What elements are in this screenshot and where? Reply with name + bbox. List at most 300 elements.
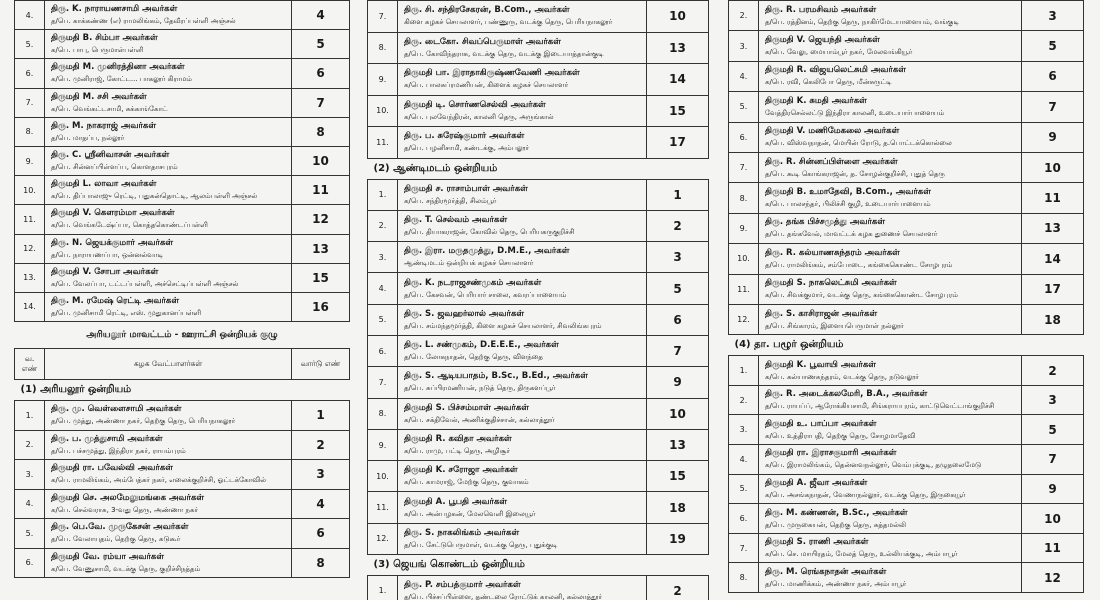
ward-number: 2 [1022, 356, 1084, 386]
table-row [729, 152, 1084, 182]
candidate-address: த/பெ. தியாகராஜன், கோவில் தெரு, பெரியகருகுறிச்சி [404, 227, 575, 236]
table-row [15, 1, 350, 30]
table-row [729, 122, 1084, 152]
ward-number: 3 [1022, 1, 1084, 31]
ward-number: 5 [292, 30, 350, 59]
candidate-address: த/பெ. சம்மந்தமூர்த்தி, கிளை கழகச் செயலாளர், சிவலிங்கபுரம் [404, 321, 602, 330]
ward-number: 11 [1022, 533, 1084, 563]
candidate-cell [45, 292, 292, 321]
ward-number: 8 [292, 117, 350, 146]
serial-number: 10. [368, 461, 398, 492]
ward-number: 9 [647, 367, 709, 398]
ward-number: 13 [1022, 213, 1084, 243]
candidate-address: த/பெ. முத்து, அண்ணா நகர், தெற்கு தெரு, பெரியநாகலூர் [51, 417, 236, 426]
ward-number: 1 [647, 179, 709, 210]
serial-number: 12. [15, 234, 45, 263]
candidate-name: திரு. ப. சுரேஷ்குமார் அவர்கள் [404, 131, 525, 142]
candidate-cell [759, 92, 1022, 122]
candidate-address: த/பெ. கேசவன், பெரியார் சாலை, கவரப்பாளையம் [404, 290, 567, 299]
serial-number: 1. [15, 401, 45, 431]
ward-number: 14 [1022, 244, 1084, 274]
candidate-name: திரு. M. கண்ணன், B.Sc., அவர்கள் [765, 507, 908, 518]
table-row [368, 429, 709, 460]
candidate-cell [759, 385, 1022, 415]
ward-number: 9 [1022, 474, 1084, 504]
column-2 [367, 0, 709, 600]
candidate-cell [398, 1, 647, 33]
table-row [729, 31, 1084, 61]
serial-number: 8. [368, 398, 398, 429]
ward-number: 7 [1022, 445, 1084, 475]
ward-number: 17 [647, 127, 709, 159]
serial-number: 9. [15, 146, 45, 175]
candidate-address: த/பெ. காக்கண்ண (எ) ராமலிங்கம், தேவீரப்பள்ளி அஞ்சல் [51, 17, 236, 26]
candidate-name: திருமதி உ. பாப்பா அவர்கள் [765, 418, 877, 429]
candidate-name: திருமதி K. சுமதி அவர்கள் [765, 95, 867, 106]
serial-number: 10. [729, 244, 759, 274]
candidate-name: திருமதி S. நாகலெட்சுமி அவர்கள் [765, 278, 897, 289]
serial-number: 13. [15, 263, 45, 292]
candidate-address: க/பெ. முனிராஜ், கோட்ட... பாகலூர் கிராமம் [51, 75, 192, 84]
candidate-name: திரு. S. காசிராஜன் அவர்கள் [765, 308, 878, 319]
serial-number: 6. [729, 504, 759, 534]
candidate-address: த/பெ. சேட்டுபெருமாள், வடக்கு தெரு, புதுக்குடி [404, 540, 558, 549]
candidate-name: திரு. M. நாகராஜ் அவர்கள் [51, 120, 157, 131]
candidate-name: திரு. R. சின்னப்பிள்ளை அவர்கள் [765, 156, 898, 167]
ward-number: 4 [292, 1, 350, 30]
table-row [15, 519, 350, 549]
table-row [729, 415, 1084, 445]
ward-number: 5 [1022, 31, 1084, 61]
candidate-cell [398, 304, 647, 335]
serial-number: 1. [729, 356, 759, 386]
ward-number: 7 [1022, 92, 1084, 122]
table-row [729, 183, 1084, 213]
ward-number: 15 [647, 461, 709, 492]
candidate-address: த/பெ. தங்கவேல், மாவட்டக் கழக துணைச் செயலாளர் [765, 230, 938, 239]
section-title: (1) அரியலூர் ஒன்றியம் [15, 380, 350, 401]
ward-number: 19 [647, 523, 709, 554]
candidate-address: த/பெ. முருகையன், தெற்கு தெரு, சுத்தமல்லி [765, 520, 907, 529]
ward-number: 7 [647, 335, 709, 366]
header-serial: வ. எண் [15, 349, 45, 380]
ward-number: 2 [647, 210, 709, 241]
ward-number: 13 [647, 32, 709, 64]
serial-number: 5. [729, 92, 759, 122]
serial-number: 8. [729, 183, 759, 213]
section-title: (3) ஜெயங் கொண்டம் ஒன்றியம் [368, 555, 709, 576]
ward-number: 15 [647, 95, 709, 127]
candidate-cell [759, 1, 1022, 31]
table-row [368, 273, 709, 304]
candidate-name: திரு. மு. வெள்ளைசாமி அவர்கள் [51, 404, 182, 415]
candidate-name: திருமதி ரா. இராசகுமாரி அவர்கள் [765, 448, 897, 459]
candidate-name: திருமதி M. முனிரத்தினா அவர்கள் [51, 62, 185, 73]
table-row [15, 88, 350, 117]
table-row [368, 367, 709, 398]
serial-number: 3. [729, 31, 759, 61]
serial-number: 2. [368, 210, 398, 241]
candidate-address: க/பெ. விஸ்வநாதன், மெயின் ரோடு, த.பொட்டக்கொல்லை [765, 139, 952, 148]
candidate-address: க/பெ. சந்திரமூர்த்தி, சிலம்பூர் [404, 196, 497, 205]
candidate-address: க/பெ. இராமலிங்கம், தென்னவநல்லூர், வெம்புக்குடி, தழுதலைமேடு [765, 461, 982, 470]
candidate-address: த/பெ. பழனிசாமி, கண்டக்கு, அம்பலூர் [404, 144, 530, 153]
section-heading [368, 555, 709, 576]
candidate-cell [759, 152, 1022, 182]
candidate-cell [759, 474, 1022, 504]
candidate-cell [398, 127, 647, 159]
ward-number: 10 [647, 398, 709, 429]
table-row [15, 292, 350, 321]
ward-number: 2 [647, 576, 709, 600]
ward-number: 10 [1022, 504, 1084, 534]
candidate-name: திருமதி V. சோபா அவர்கள் [51, 266, 159, 277]
candidate-name: திருமதி ச. ராசாம்பாள் அவர்கள் [404, 183, 528, 194]
candidate-address: த/பெ. நாராயணப்பா, ஒன்னல்வாடி [51, 250, 164, 259]
ward-number: 3 [1022, 385, 1084, 415]
serial-number: 11. [729, 274, 759, 304]
candidate-address: க/பெ. வெங்கடேஷ்ப்பா, கொத்தகொண்டப்பள்ளி [51, 221, 208, 230]
ward-number: 9 [1022, 122, 1084, 152]
candidate-name: திருமதி A. பூபதி அவர்கள் [404, 496, 508, 507]
serial-number: 10. [368, 95, 398, 127]
table-row [368, 523, 709, 554]
table-row [368, 461, 709, 492]
candidate-name: திரு. S. ஆடியபாதம், B.Sc., B.Ed., அவர்கள் [404, 371, 588, 382]
candidate-name: திரு. R. கல்யாணசுந்தரம் அவர்கள் [765, 247, 900, 258]
table-header [15, 349, 350, 380]
serial-number: 2. [729, 385, 759, 415]
candidate-cell [45, 234, 292, 263]
table-row [729, 504, 1084, 534]
candidate-name: திருமதி A. ஜீவா அவர்கள் [765, 477, 868, 488]
serial-number: 5. [729, 474, 759, 504]
candidate-cell [759, 31, 1022, 61]
candidate-name: திரு. பெ.வே. முருகேசன் அவர்கள் [51, 522, 189, 533]
table-row [368, 398, 709, 429]
candidate-address: த/பெ. ராமலிங்கம், சம்போடை, கங்கைகொண்ட சோழபுரம் [765, 260, 953, 269]
table-row [368, 127, 709, 159]
candidate-address: க/பெ. வேலு, மையாம்பூர் நகர், மேலவங்கியூர் [765, 48, 913, 57]
candidate-cell [45, 548, 292, 578]
table-row [368, 492, 709, 523]
table-row [729, 563, 1084, 593]
table-row [368, 1, 709, 33]
table-row [368, 95, 709, 127]
candidate-cell [398, 32, 647, 64]
table-row [15, 460, 350, 490]
candidate-address: த/பெ. சிங்காரம், இளையபெருமாள் நல்லூர் [765, 321, 904, 330]
candidate-address: த/பெ. பச்சமுத்து, இந்திரா நகர், ராயம்புரம் [51, 446, 186, 455]
candidate-address: க/பெ. வேணுசாமி, வடக்கு தெரு, குறிச்சிநத்தம் [51, 564, 201, 573]
candidate-address: க/பெ. காமராஜ், மேற்கு தெரு, குவாகம் [404, 478, 529, 487]
serial-number: 7. [15, 88, 45, 117]
candidate-cell [398, 95, 647, 127]
candidate-address: த/பெ. கோவிந்தராசு, வடக்கு தெரு, வடக்கு இடையாத்தான்குடி [404, 49, 604, 58]
ward-number: 12 [1022, 563, 1084, 593]
serial-number: 7. [368, 1, 398, 33]
candidate-cell [45, 146, 292, 175]
candidate-name: திரு. M. ரெங்கநாதன் அவர்கள் [765, 566, 887, 577]
candidate-address: க/பெ. புலவேந்திரன், காலனி தெரு, அருங்கால் [404, 112, 554, 121]
candidate-address: க/பெ. திப்பாலாஜு ரெட்டி, பதுகன்தொட்டி, ஆலம்பள்ளி அஞ்சல் [51, 192, 258, 201]
candidate-name: திருமதி V. கௌரம்மா அவர்கள் [51, 208, 175, 219]
ward-number: 15 [292, 263, 350, 292]
serial-number: 6. [15, 548, 45, 578]
candidate-cell [759, 415, 1022, 445]
ward-number: 3 [647, 242, 709, 273]
candidate-name: திரு. தங்க பிச்சமுத்து அவர்கள் [765, 217, 886, 228]
candidate-name: திரு. C. ஸ்ரீனிவாசன் அவர்கள் [51, 150, 170, 161]
serial-number: 11. [368, 492, 398, 523]
candidate-address: க/பெ. வெங்கட்டசாமி, சுக்காங்கோட் [51, 104, 168, 113]
serial-number: 11. [368, 127, 398, 159]
header-candidates: கழக வேட்பாளர்கள் [45, 349, 292, 380]
serial-number: 10. [15, 176, 45, 205]
ward-number: 6 [647, 304, 709, 335]
serial-number: 8. [15, 117, 45, 146]
candidate-name: திருமதி S. பிச்சம்மாள் அவர்கள் [404, 402, 529, 413]
candidate-name: திருமதி ரா. பவேல்வி அவர்கள் [51, 463, 173, 474]
candidate-cell [398, 210, 647, 241]
candidate-cell [45, 460, 292, 490]
serial-number: 3. [15, 460, 45, 490]
candidate-name: திரு. ப. முத்துசாமி அவர்கள் [51, 433, 163, 444]
candidate-name: திருமதி B. உமாதேவி, B.Com., அவர்கள் [765, 187, 931, 198]
candidate-address: க/பெ. ராமு, பட்டி தெரு, அழிசூர் [404, 447, 510, 456]
candidate-name: திரு. R. பரமசிவம் அவர்கள் [765, 4, 877, 15]
table-row [729, 92, 1084, 122]
ward-number: 10 [1022, 152, 1084, 182]
candidate-cell [759, 122, 1022, 152]
serial-number: 6. [729, 122, 759, 152]
ward-number: 4 [292, 489, 350, 519]
candidate-name: திரு. டைகோ. சிவப்பெருமாள் அவர்கள் [404, 36, 561, 47]
serial-number: 2. [15, 430, 45, 460]
serial-number: 1. [368, 179, 398, 210]
ward-number: 18 [1022, 304, 1084, 334]
candidate-cell [45, 59, 292, 88]
candidate-name: திரு. K. நடராஜசண்முகம் அவர்கள் [404, 277, 542, 288]
candidate-address: த/பெ. ராயப்ப், ஆரோக்கியசாமி, சிங்கராயபுரம், காட்டுவெட்டாங்குறிச்சி [765, 402, 995, 411]
table-row [368, 242, 709, 273]
table-row [368, 32, 709, 64]
table-row [729, 445, 1084, 475]
candidate-address: க/பெ. உத்திராபதி, தெற்கு தெரு, சோழமாதேவி [765, 431, 916, 440]
serial-number: 2. [729, 1, 759, 31]
candidate-cell [398, 335, 647, 366]
table-row [15, 489, 350, 519]
candidate-name: திருமதி செ. அலமேலுமங்கை அவர்கள் [51, 492, 205, 503]
ward-number: 10 [647, 1, 709, 33]
candidate-name: திரு. சி. சந்திரசேகரன், B.Com., அவர்கள் [404, 5, 570, 16]
candidate-cell [398, 367, 647, 398]
candidate-address: த/பெ. மாணிக்கம், அண்ணா நகர், அம்பாபூர் [765, 579, 907, 588]
table-row [729, 1, 1084, 31]
table-row [15, 176, 350, 205]
ward-number: 17 [1022, 274, 1084, 304]
candidate-cell [45, 401, 292, 431]
serial-number: 4. [368, 273, 398, 304]
candidate-address: க/பெ. பாலசந்தர், பிலிச்சி குழி, உடையார்பாளையம் [765, 200, 931, 209]
candidate-address: த/பெ. சுப்பிரமணியன், நடுத் தெரு, திருகளப்பூர் [404, 384, 556, 393]
column-1 [14, 0, 350, 600]
candidate-cell [398, 398, 647, 429]
candidate-address: க/பெ. அசங்கநாதன், வேணாநல்லூர், வடக்கு தெரு, இருகையூர் [765, 490, 966, 499]
table-row [15, 263, 350, 292]
section-title: (2) ஆண்டிமடம் ஒன்றியம் [368, 158, 709, 179]
ward-number: 7 [292, 88, 350, 117]
candidate-name: திரு. இரா. மருதமுத்து, D.M.E., அவர்கள் [404, 246, 570, 257]
serial-number: 6. [368, 335, 398, 366]
candidate-cell [45, 176, 292, 205]
candidate-address: க/பெ. வேலப்பா, டட்டப்பள்ளி, அச்செட்டிப்பள்ளி அஞ்சல் [51, 279, 239, 288]
table-row [729, 61, 1084, 91]
candidate-address: க/பெ. கல்யாணசுந்தரம், வடக்கு தெரு, நடுவலூர் [765, 372, 919, 381]
ward-number: 11 [292, 176, 350, 205]
table-row [729, 474, 1084, 504]
ward-number: 6 [292, 519, 350, 549]
ward-number: 1 [292, 401, 350, 431]
serial-number: 8. [729, 563, 759, 593]
candidate-name: திருமதி R. கவிதா அவர்கள் [404, 434, 512, 445]
candidate-name: திருமதி S. ராணி அவர்கள் [765, 537, 869, 548]
serial-number: 5. [368, 304, 398, 335]
candidate-address: க/பெ. பாபு, பெருமாள்பள்ளி [51, 46, 144, 55]
candidate-name: திரு. M. ரமேஷ் ரெட்டி அவர்கள் [51, 295, 180, 306]
candidate-cell [45, 30, 292, 59]
candidate-cell [759, 213, 1022, 243]
serial-number: 4. [15, 489, 45, 519]
candidate-address: த/பெ. கூடி கொங்கராஜன், த. சோழன்குறிச்சி, புதுத் தெரு [765, 169, 945, 178]
candidate-name: திருமதி M. சசி அவர்கள் [51, 91, 147, 102]
candidate-address: க/பெ. ராமலிங்கம், அம்பேத்கர் நகர், எலைக்குறிச்சி, ஓட்டக்கோவில் [51, 476, 267, 485]
candidate-address: வேத்திரசெல்லட்டு இந்திரா காலனி, உடையார்பாளையம் [765, 108, 945, 117]
ward-number: 13 [647, 429, 709, 460]
table-row [729, 533, 1084, 563]
table-row [368, 304, 709, 335]
table-row [729, 356, 1084, 386]
table-row [368, 335, 709, 366]
ward-number: 5 [1022, 415, 1084, 445]
candidate-name: திரு. S. ஜவஹர்லால் அவர்கள் [404, 308, 525, 319]
candidate-address: க/பெ. செல்வராசு, 3-வது தெரு, அண்ணா நகர் [51, 505, 199, 514]
table-row [368, 576, 709, 600]
table-row [15, 117, 350, 146]
candidate-cell [759, 533, 1022, 563]
candidate-address: க/பெ. சக்திவேல், அணிக்குதிச்சான், கல்லாத்தூர் [404, 415, 555, 424]
candidate-cell [45, 263, 292, 292]
candidate-name: திருமதி V. மணிமேகலை அவர்கள் [765, 126, 900, 137]
serial-number: 9. [729, 213, 759, 243]
candidate-cell [45, 489, 292, 519]
candidate-name: திருமதி பா. இராதாகிருஷ்ணவேணி அவர்கள் [404, 68, 580, 79]
table-row [729, 213, 1084, 243]
table-row [15, 234, 350, 263]
district-title: அரியலூர் மாவட்டம் - ஊராட்சி ஒன்றியக் குழு [86, 330, 278, 341]
ward-number: 12 [292, 205, 350, 234]
ward-number: 6 [1022, 61, 1084, 91]
candidate-name: திரு. S. நாகலிங்கம் அவர்கள் [404, 527, 520, 538]
candidate-cell [45, 117, 292, 146]
candidate-name: திரு. L. சண்முகம், D.E.E.E., அவர்கள் [404, 340, 559, 351]
ward-number: 13 [292, 234, 350, 263]
serial-number: 6. [15, 59, 45, 88]
candidate-address: க/பெ. பாலசுப்ரமணியன், கிளைக் கழகச் செயலாளர் [404, 81, 569, 90]
candidate-cell [398, 523, 647, 554]
ward-number: 6 [292, 59, 350, 88]
candidate-name: திருமதி L. லாவா அவர்கள் [51, 179, 157, 190]
candidate-cell [759, 183, 1022, 213]
candidate-cell [759, 356, 1022, 386]
candidate-address: கிளை கழகச் செயலாளர், பண்ணுரு, வடக்கு தெரு, பெரியநாகலூர் [404, 18, 613, 27]
serial-number: 3. [729, 415, 759, 445]
ward-number: 2 [292, 430, 350, 460]
serial-number: 9. [368, 64, 398, 96]
table-row [729, 244, 1084, 274]
candidate-cell [45, 88, 292, 117]
candidate-cell [759, 274, 1022, 304]
header-ward: வார்டு எண் [292, 349, 350, 380]
table-row [15, 59, 350, 88]
table-row [729, 385, 1084, 415]
serial-number: 14. [15, 292, 45, 321]
candidate-address: க/பெ. சிவக்குமார், வடக்கு தெரு, கங்கைகொண்ட சோழபுரம் [765, 291, 958, 300]
table-row [368, 210, 709, 241]
candidate-address: த/பெ. முனிசாமி ரெட்டி, எஸ். முதுகானப்பள்ளி [51, 308, 202, 317]
column-3 [728, 0, 1084, 600]
candidate-address: க/பெ. செ. மாயிரதம், மேலத் தெரு, உல்லியக்குடி, அம்பாபூர் [765, 550, 958, 559]
ariyalur-table [14, 348, 350, 578]
candidate-name: திரு. T. செல்வம் அவர்கள் [404, 214, 508, 225]
candidate-address: த/பெ. மாதப்ப, நல்லூர் [51, 133, 125, 142]
candidate-cell [398, 429, 647, 460]
section-heading [729, 335, 1084, 356]
candidate-name: திரு. K. நாராயணசாமி அவர்கள் [51, 4, 178, 15]
col1-table [14, 0, 350, 322]
candidate-address: த/பெ. பிச்சப்பிள்ளை, தண்டலை ரோட்டுக் காலனி, கல்லாத்தூர் [404, 592, 603, 600]
table-row [15, 548, 350, 578]
col2-table [367, 0, 709, 600]
candidate-name: திருமதி V. ஜெயந்தி அவர்கள் [765, 35, 880, 46]
table-row [368, 179, 709, 210]
serial-number: 4. [729, 61, 759, 91]
candidate-cell [759, 304, 1022, 334]
candidate-address: த/பெ. சின்னப்பிள்ளப்ப, கொளதாசபுரம் [51, 163, 178, 172]
ward-number: 14 [647, 64, 709, 96]
serial-number: 12. [368, 523, 398, 554]
table-row [15, 430, 350, 460]
candidate-name: திருமதி B. சிம்பா அவர்கள் [51, 33, 158, 44]
ward-number: 11 [1022, 183, 1084, 213]
serial-number: 3. [368, 242, 398, 273]
candidate-cell [759, 563, 1022, 593]
candidate-address: ஆண்டிமடம் ஒன்றியக் கழகச் செயலாளர் [404, 259, 534, 268]
candidate-cell [759, 244, 1022, 274]
ward-number: 18 [647, 492, 709, 523]
candidate-address: த/பெ. ரத்தினம், தெற்கு தெரு, நாகிர்மேடயாளையம், வங்குடி [765, 17, 959, 26]
section-title: (4) தா. பழூர் ஒன்றியம் [729, 335, 1084, 356]
table-row [15, 205, 350, 234]
candidate-name: திருமதி K. சரோஜா அவர்கள் [404, 465, 518, 476]
candidate-cell [398, 179, 647, 210]
serial-number: 12. [729, 304, 759, 334]
candidate-cell [759, 445, 1022, 475]
candidate-name: திருமதி டி. சொர்ணசெல்வி அவர்கள் [404, 99, 546, 110]
candidate-name: திருமதி R. விஜயலெட்சுமி அவர்கள் [765, 65, 906, 76]
candidate-name: திரு. P. சம்பத்குமார் அவர்கள் [404, 579, 521, 590]
candidate-name: திரு. R. அடைக்கலமேரி, B.A., அவர்கள் [765, 389, 928, 400]
